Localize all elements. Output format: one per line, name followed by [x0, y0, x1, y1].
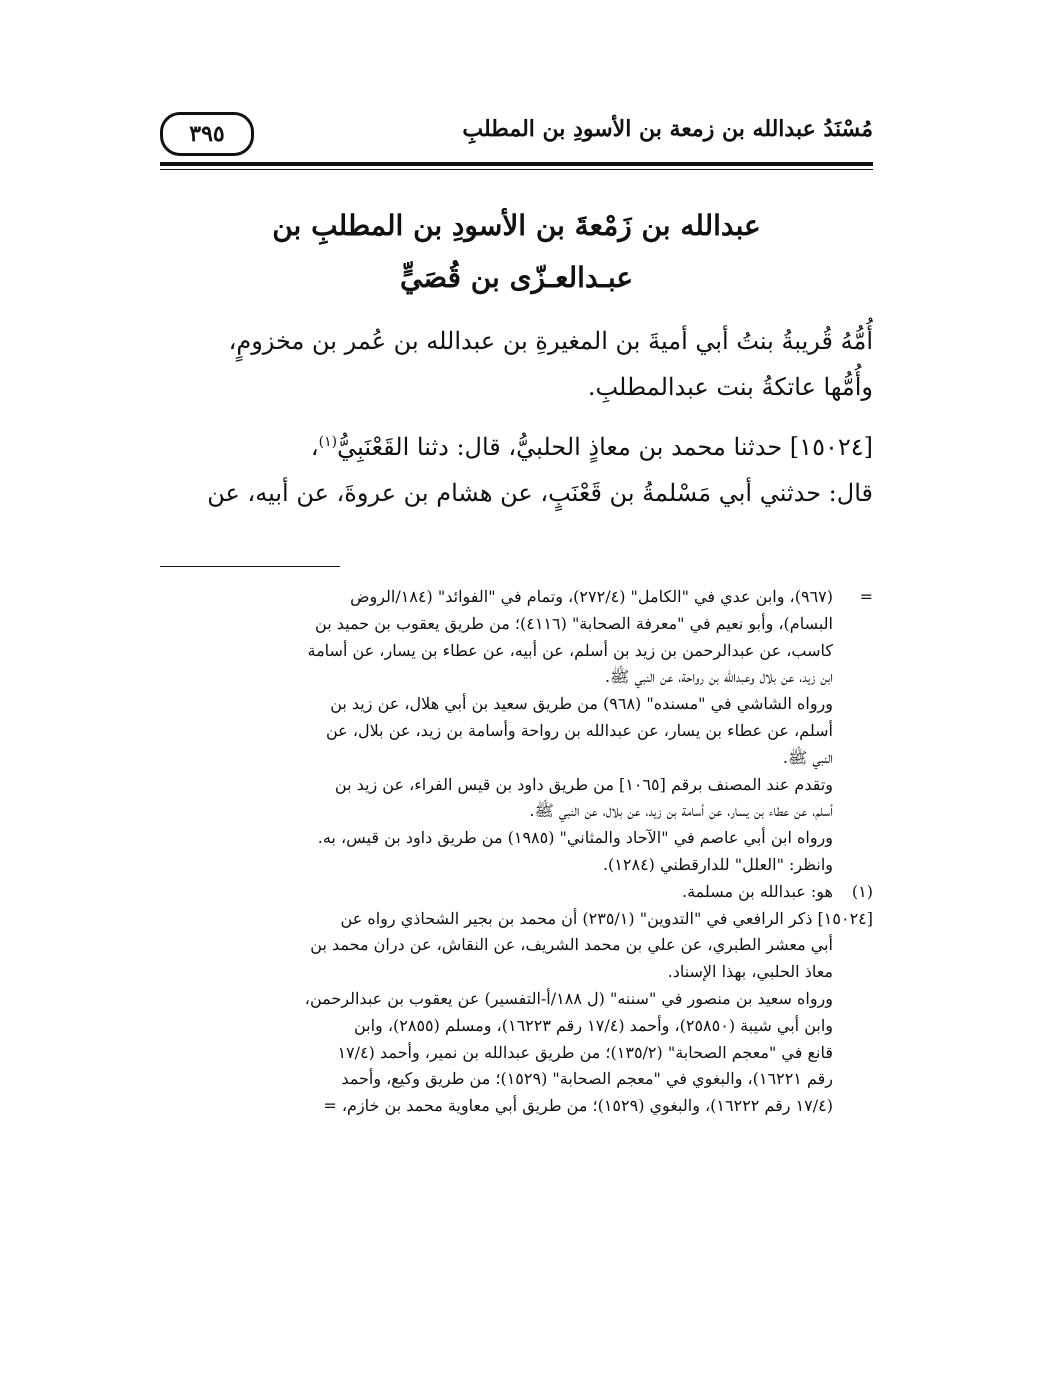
hadith-line-1 [160, 424, 873, 470]
footnote-line: ابن زيد، عن بلال وعبدالله بن رواحة، عن النبي ﷺ. [604, 667, 833, 687]
reference-line: ورواه سعيد بن منصور في "سننه" (ل ١٨٨/أ-التفسير) عن يعقوب بن عبدالرحمن، [304, 988, 833, 1008]
chapter-heading [160, 200, 873, 304]
footnote-line: البسام)، وأبو نعيم في "معرفة الصحابة" (٤١١٦)؛ من طريق يعقوب بن حميد بن [315, 613, 833, 633]
footnote-1 [160, 879, 873, 906]
footnote-line: النبي ﷺ. [782, 747, 833, 767]
footnote-line: ورواه الشاشي في "مسنده" (٩٦٨) من طريق سعيد بن أبي هلال، عن زيد بن [330, 694, 833, 714]
reference-line: رقم ١٦٢٢١)، والبغوي في "معجم الصحابة" (١٥٢٩)؛ من طريق وكيع، وأحمد [341, 1069, 833, 1089]
footnote-ref-1: (١) [318, 434, 338, 450]
body-text [160, 318, 873, 516]
footnote-line: ورواه ابن أبي عاصم في "الآحاد والمثاني" (١٩٨٥) من طريق داود بن قيس، به. [317, 828, 833, 848]
footnote-separator [160, 566, 340, 567]
footnote-1-number: (١) [851, 881, 873, 901]
reference-line: قانع في "معجم الصحابة" (١٣٥/٢)؛ من طريق عبدالله بن نمير، وأحمد (١٧/٤ [337, 1042, 833, 1062]
footnote-line: وانظر: "العلل" للدارقطني (١٢٨٤). [602, 854, 833, 874]
footnote-1-text: هو: عبدالله بن مسلمة. [681, 881, 833, 901]
page-number-badge: ٣٩٥ [160, 112, 254, 156]
page [160, 0, 873, 1400]
footnote-line: كاسب، عن عبدالرحمن بن زيد بن أسلم، عن أبيه، عن عطاء بن يسار، عن أسامة [307, 640, 833, 660]
footnote-line: أسلم، عن عطاء بن يسار، عن أسامة بن زيد، عن بلال، عن النبي ﷺ. [529, 801, 833, 821]
footnote-line: (٩٦٧)، وابن عدي في "الكامل" (٢٧٢/٤)، وتمام في "الفوائد" (١٨٤/الروض [350, 587, 833, 606]
reference-line: أبي معشر الطبري، عن علي بن محمد الشريف، عن النقاش، عن دران محمد بن [310, 935, 833, 955]
hadith-line-1-text: [١٥٠٢٤] حدثنا محمد بن معاذٍ الحلبيُّ، قال: دثنا القَعْنَبِيُّ [337, 433, 873, 461]
header-rule-thick [160, 162, 873, 166]
heading-line-2: عبـدالعـزّى بن قُصَيٍّ [399, 261, 634, 294]
hadith-reference-note [160, 906, 873, 1120]
footnotes [160, 584, 873, 1120]
running-header [160, 108, 873, 160]
continuation-marker: = [859, 587, 873, 606]
running-title: مُسْنَدُ عبدالله بن زمعة بن الأسودِ بن المطلبِ [462, 116, 873, 142]
header-rule-thin [160, 169, 873, 170]
body-line-2: وأُمُّها عاتكةُ بنت عبدالمطلبِ. [587, 373, 873, 401]
footnote-line: أسلم، عن عطاء بن يسار، عن عبدالله بن رواحة وأسامة بن زيد، عن بلال، عن [326, 720, 833, 740]
hadith-line-2: قال: حدثني أبي مَسْلمةُ بن قَعْنَبٍ، عن هشام بن عروةَ، عن أبيه، عن [207, 479, 873, 507]
hadith-line-1-end: ، [310, 433, 319, 461]
reference-line: معاذ الحلبي، بهذا الإسناد. [667, 962, 833, 982]
footnote-line: وتقدم عند المصنف برقم [١٠٦٥] من طريق داود بن قيس الفراء، عن زيد بن [334, 774, 833, 794]
footnote-continuation [160, 584, 873, 879]
reference-line: وابن أبي شيبة (٢٥٨٥٠)، وأحمد (١٧/٤ رقم ١٦٢٢٣)، ومسلم (٢٨٥٥)، وابن [353, 1015, 833, 1035]
body-line-1: أُمُّهُ قُريبةُ بنتُ أبي أميةَ بن المغيرةِ بن عبدالله بن عُمر بن مخزومٍ، [228, 327, 873, 355]
reference-line: [١٥٠٢٤] ذكر الرافعي في "التدوين" (٢٣٥/١) أن محمد بن بجير الشحاذي رواه عن [340, 908, 873, 928]
reference-line: (١٧/٤ رقم ١٦٢٢٢)، والبغوي (١٥٢٩)؛ من طريق أبي معاوية محمد بن خازم، = [323, 1096, 833, 1116]
heading-line-1: عبدالله بن زَمْعةَ بن الأسودِ بن المطلبِ بن [272, 209, 761, 242]
